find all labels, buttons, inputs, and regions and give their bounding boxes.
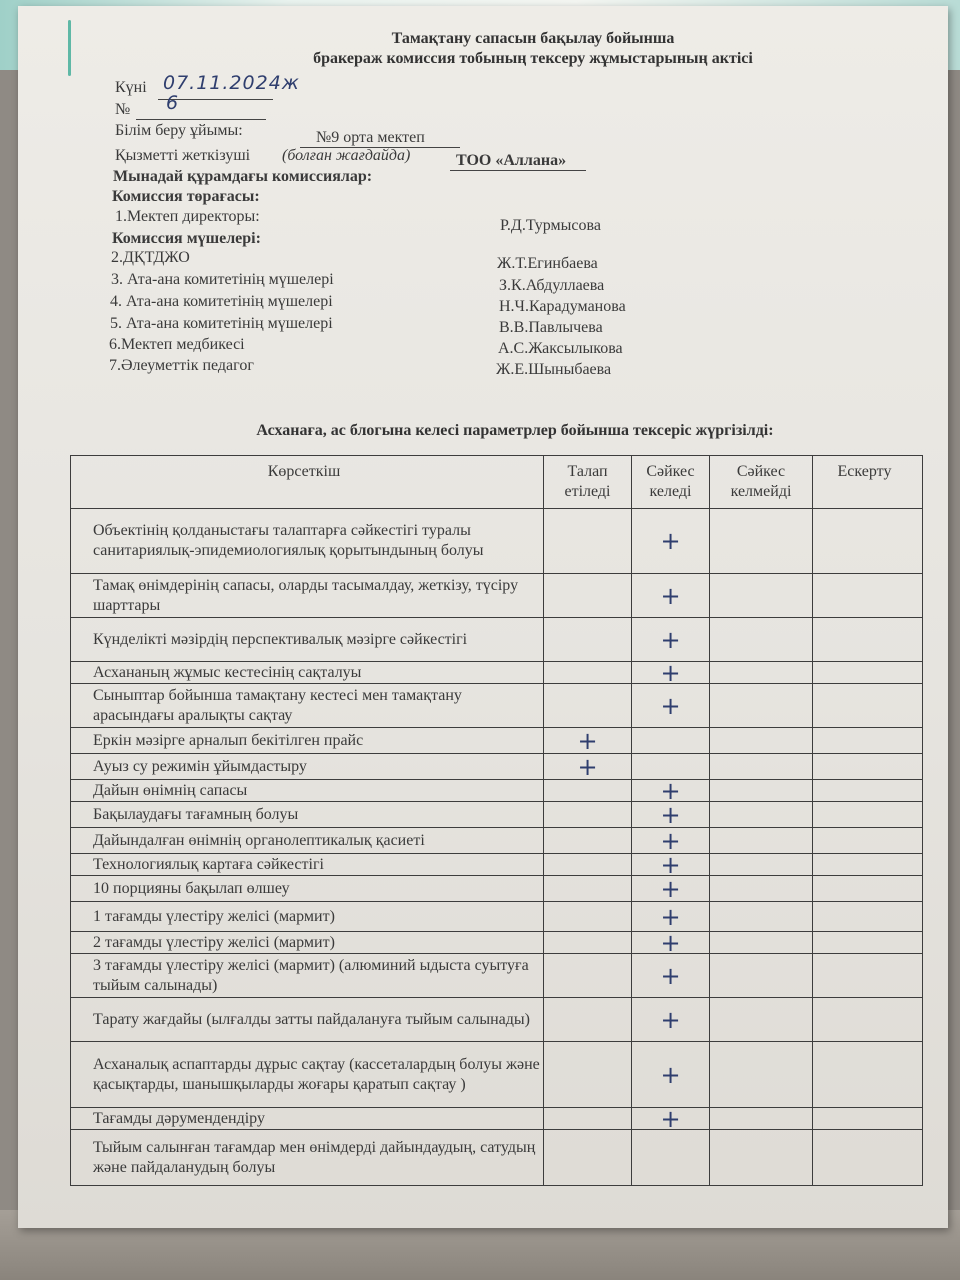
number-underline [136, 119, 266, 120]
member-role: 4. Ата-ана комитетінің мүшелері [110, 293, 333, 310]
table-row [71, 684, 923, 728]
member-role: 5. Ата-ана комитетінің мүшелері [110, 315, 333, 332]
col-indicator-header: Көрсеткіш [71, 456, 544, 509]
notes-cell [813, 754, 923, 780]
member-name: Н.Ч.Карадуманова [499, 298, 626, 315]
table-row [71, 876, 923, 902]
required-cell [544, 828, 632, 854]
table-row [71, 754, 923, 780]
notes-cell [813, 728, 923, 754]
required-cell [544, 876, 632, 902]
date-label: Күні [115, 79, 147, 96]
indicator-cell: Еркін мәзірге арналып бекітілген прайс [71, 728, 544, 754]
table-row [71, 780, 923, 802]
supplier-underline [450, 170, 586, 171]
not-complies-cell [710, 509, 813, 574]
table-row [71, 662, 923, 684]
required-cell [544, 1042, 632, 1108]
complies-cell [632, 728, 710, 754]
indicator-cell: Объектінің қолданыстағы талаптарға сәйкестігі туралы санитариялық-эпидемиологиялық қорытындының болуы [71, 509, 544, 574]
table-row [71, 1042, 923, 1108]
org-value: №9 орта мектеп [316, 129, 425, 146]
required-cell [544, 854, 632, 876]
indicator-cell: Дайындалған өнімнің органолептикалық қасиеті [71, 828, 544, 854]
not-complies-cell [710, 618, 813, 662]
table-row [71, 828, 923, 854]
member-role: 6.Мектеп медбикесі [109, 336, 245, 353]
col-notes-header: Ескерту [813, 456, 923, 509]
member-role: 3. Ата-ана комитетінің мүшелері [111, 271, 334, 288]
number-label: № [115, 101, 131, 118]
required-cell [544, 1130, 632, 1186]
col-complies-header: Сәйкес келеді [632, 456, 710, 509]
required-cell [544, 1108, 632, 1130]
indicator-cell: 2 тағамды үлестіру желісі (мармит) [71, 932, 544, 954]
complies-cell: + [632, 902, 710, 932]
members-heading: Комиссия мүшелері: [112, 230, 261, 247]
not-complies-cell [710, 954, 813, 998]
complies-cell: + [632, 932, 710, 954]
table-row [71, 509, 923, 574]
org-label: Білім беру ұйымы: [115, 122, 243, 139]
chair-name: Р.Д.Турмысова [500, 217, 601, 234]
member-name: В.В.Павлычева [499, 319, 603, 336]
col-not-complies-header: Сәйкес келмейді [710, 456, 813, 509]
table-row [71, 854, 923, 876]
complies-cell: + [632, 618, 710, 662]
indicator-cell: Тамақ өнімдерінің сапасы, оларды тасымалдау, жеткізу, түсіру шарттары [71, 574, 544, 618]
indicator-cell: Технологиялық картаға сәйкестігі [71, 854, 544, 876]
complies-cell [632, 1130, 710, 1186]
complies-cell: + [632, 954, 710, 998]
table-body [71, 509, 923, 1186]
required-cell [544, 902, 632, 932]
table-row [71, 932, 923, 954]
supplier-note: (болған жағдайда) [282, 147, 411, 164]
member-role: 2.ДҚТДЖО [111, 249, 190, 266]
complies-cell: + [632, 998, 710, 1042]
indicator-cell: 1 тағамды үлестіру желісі (мармит) [71, 902, 544, 932]
member-role: 7.Әлеуметтік педагог [109, 357, 254, 374]
table-row [71, 1108, 923, 1130]
doc-title-line1: Тамақтану сапасын бақылау бойынша [391, 30, 675, 47]
not-complies-cell [710, 854, 813, 876]
composition-heading: Мынадай құрамдағы комиссиялар: [113, 168, 373, 185]
member-name: Ж.Е.Шыныбаева [496, 361, 612, 378]
required-cell: + [544, 754, 632, 780]
notes-cell [813, 1108, 923, 1130]
complies-cell: + [632, 876, 710, 902]
table-row [71, 574, 923, 618]
table-row [71, 728, 923, 754]
complies-cell: + [632, 1108, 710, 1130]
margin-mark [68, 20, 71, 76]
complies-cell: + [632, 802, 710, 828]
member-name: А.С.Жаксылыкова [498, 340, 623, 357]
not-complies-cell [710, 998, 813, 1042]
not-complies-cell [710, 828, 813, 854]
not-complies-cell [710, 902, 813, 932]
not-complies-cell [710, 1042, 813, 1108]
not-complies-cell [710, 1108, 813, 1130]
table-row [71, 618, 923, 662]
required-cell [544, 684, 632, 728]
required-cell [544, 932, 632, 954]
notes-cell [813, 684, 923, 728]
required-cell [544, 954, 632, 998]
notes-cell [813, 902, 923, 932]
date-value: 07.11.2024ж [163, 72, 300, 94]
notes-cell [813, 662, 923, 684]
table-row [71, 998, 923, 1042]
complies-cell: + [632, 1042, 710, 1108]
notes-cell [813, 1130, 923, 1186]
not-complies-cell [710, 932, 813, 954]
table-row [71, 1130, 923, 1186]
table-row [71, 954, 923, 998]
not-complies-cell [710, 1130, 813, 1186]
supplier-value: ТОО «Аллана» [456, 152, 567, 169]
notes-cell [813, 1042, 923, 1108]
not-complies-cell [710, 876, 813, 902]
indicator-cell: 3 тағамды үлестіру желісі (мармит) (алюминий ыдыста суытуға тыйым салынады) [71, 954, 544, 998]
notes-cell [813, 618, 923, 662]
not-complies-cell [710, 802, 813, 828]
indicator-cell: Сыныптар бойынша тамақтану кестесі мен тамақтану арасындағы аралықты сақтау [71, 684, 544, 728]
indicator-cell: Бақылаудағы тағамның болуы [71, 802, 544, 828]
required-cell [544, 662, 632, 684]
required-cell: + [544, 728, 632, 754]
chair-role: 1.Мектеп директоры: [115, 208, 260, 225]
table-header-row [71, 456, 923, 509]
indicator-cell: Ауыз су режимін ұйымдастыру [71, 754, 544, 780]
member-name: З.К.Абдуллаева [499, 277, 605, 294]
notes-cell [813, 854, 923, 876]
complies-cell: + [632, 828, 710, 854]
not-complies-cell [710, 754, 813, 780]
notes-cell [813, 574, 923, 618]
indicator-cell: Дайын өнімнің сапасы [71, 780, 544, 802]
complies-cell: + [632, 854, 710, 876]
complies-cell: + [632, 509, 710, 574]
not-complies-cell [710, 728, 813, 754]
complies-cell: + [632, 574, 710, 618]
indicator-cell: Асхананың жұмыс кестесінің сақталуы [71, 662, 544, 684]
inspection-intro: Асханаға, ас блогына келесі параметрлер бойынша тексеріс жүргізілді: [256, 422, 774, 439]
number-value: 6 [166, 92, 180, 114]
indicator-cell: Тағамды дәрумендендіру [71, 1108, 544, 1130]
required-cell [544, 574, 632, 618]
complies-cell: + [632, 780, 710, 802]
indicator-cell: 10 порцияны бақылап өлшеу [71, 876, 544, 902]
required-cell [544, 618, 632, 662]
complies-cell: + [632, 684, 710, 728]
supplier-label: Қызметті жеткізуші [115, 147, 251, 164]
chair-heading: Комиссия төрағасы: [112, 188, 260, 205]
notes-cell [813, 932, 923, 954]
required-cell [544, 509, 632, 574]
notes-cell [813, 828, 923, 854]
required-cell [544, 998, 632, 1042]
not-complies-cell [710, 574, 813, 618]
complies-cell [632, 754, 710, 780]
indicator-cell: Асханалық аспаптарды дұрыс сақтау (кассеталардың болуы және қасықтарды, шанышқыларды жоғары қаратып сақтау ) [71, 1042, 544, 1108]
inspection-table [70, 455, 923, 1186]
indicator-cell: Күнделікті мәзірдің перспективалық мәзірге сәйкестігі [71, 618, 544, 662]
col-required-header: Талап етіледі [544, 456, 632, 509]
notes-cell [813, 998, 923, 1042]
table-row [71, 802, 923, 828]
doc-title-line2: бракераж комиссия тобының тексеру жұмыстарының актісі [313, 50, 753, 67]
required-cell [544, 802, 632, 828]
notes-cell [813, 509, 923, 574]
not-complies-cell [710, 684, 813, 728]
required-cell [544, 780, 632, 802]
notes-cell [813, 802, 923, 828]
notes-cell [813, 780, 923, 802]
notes-cell [813, 876, 923, 902]
not-complies-cell [710, 780, 813, 802]
not-complies-cell [710, 662, 813, 684]
indicator-cell: Тарату жағдайы (ылғалды затты пайдалануға тыйым салынады) [71, 998, 544, 1042]
notes-cell [813, 954, 923, 998]
indicator-cell: Тыйым салынған тағамдар мен өнімдерді дайындаудың, сатудың және пайдаланудың болуы [71, 1130, 544, 1186]
table-row [71, 902, 923, 932]
complies-cell: + [632, 662, 710, 684]
member-name: Ж.Т.Егинбаева [497, 255, 598, 272]
